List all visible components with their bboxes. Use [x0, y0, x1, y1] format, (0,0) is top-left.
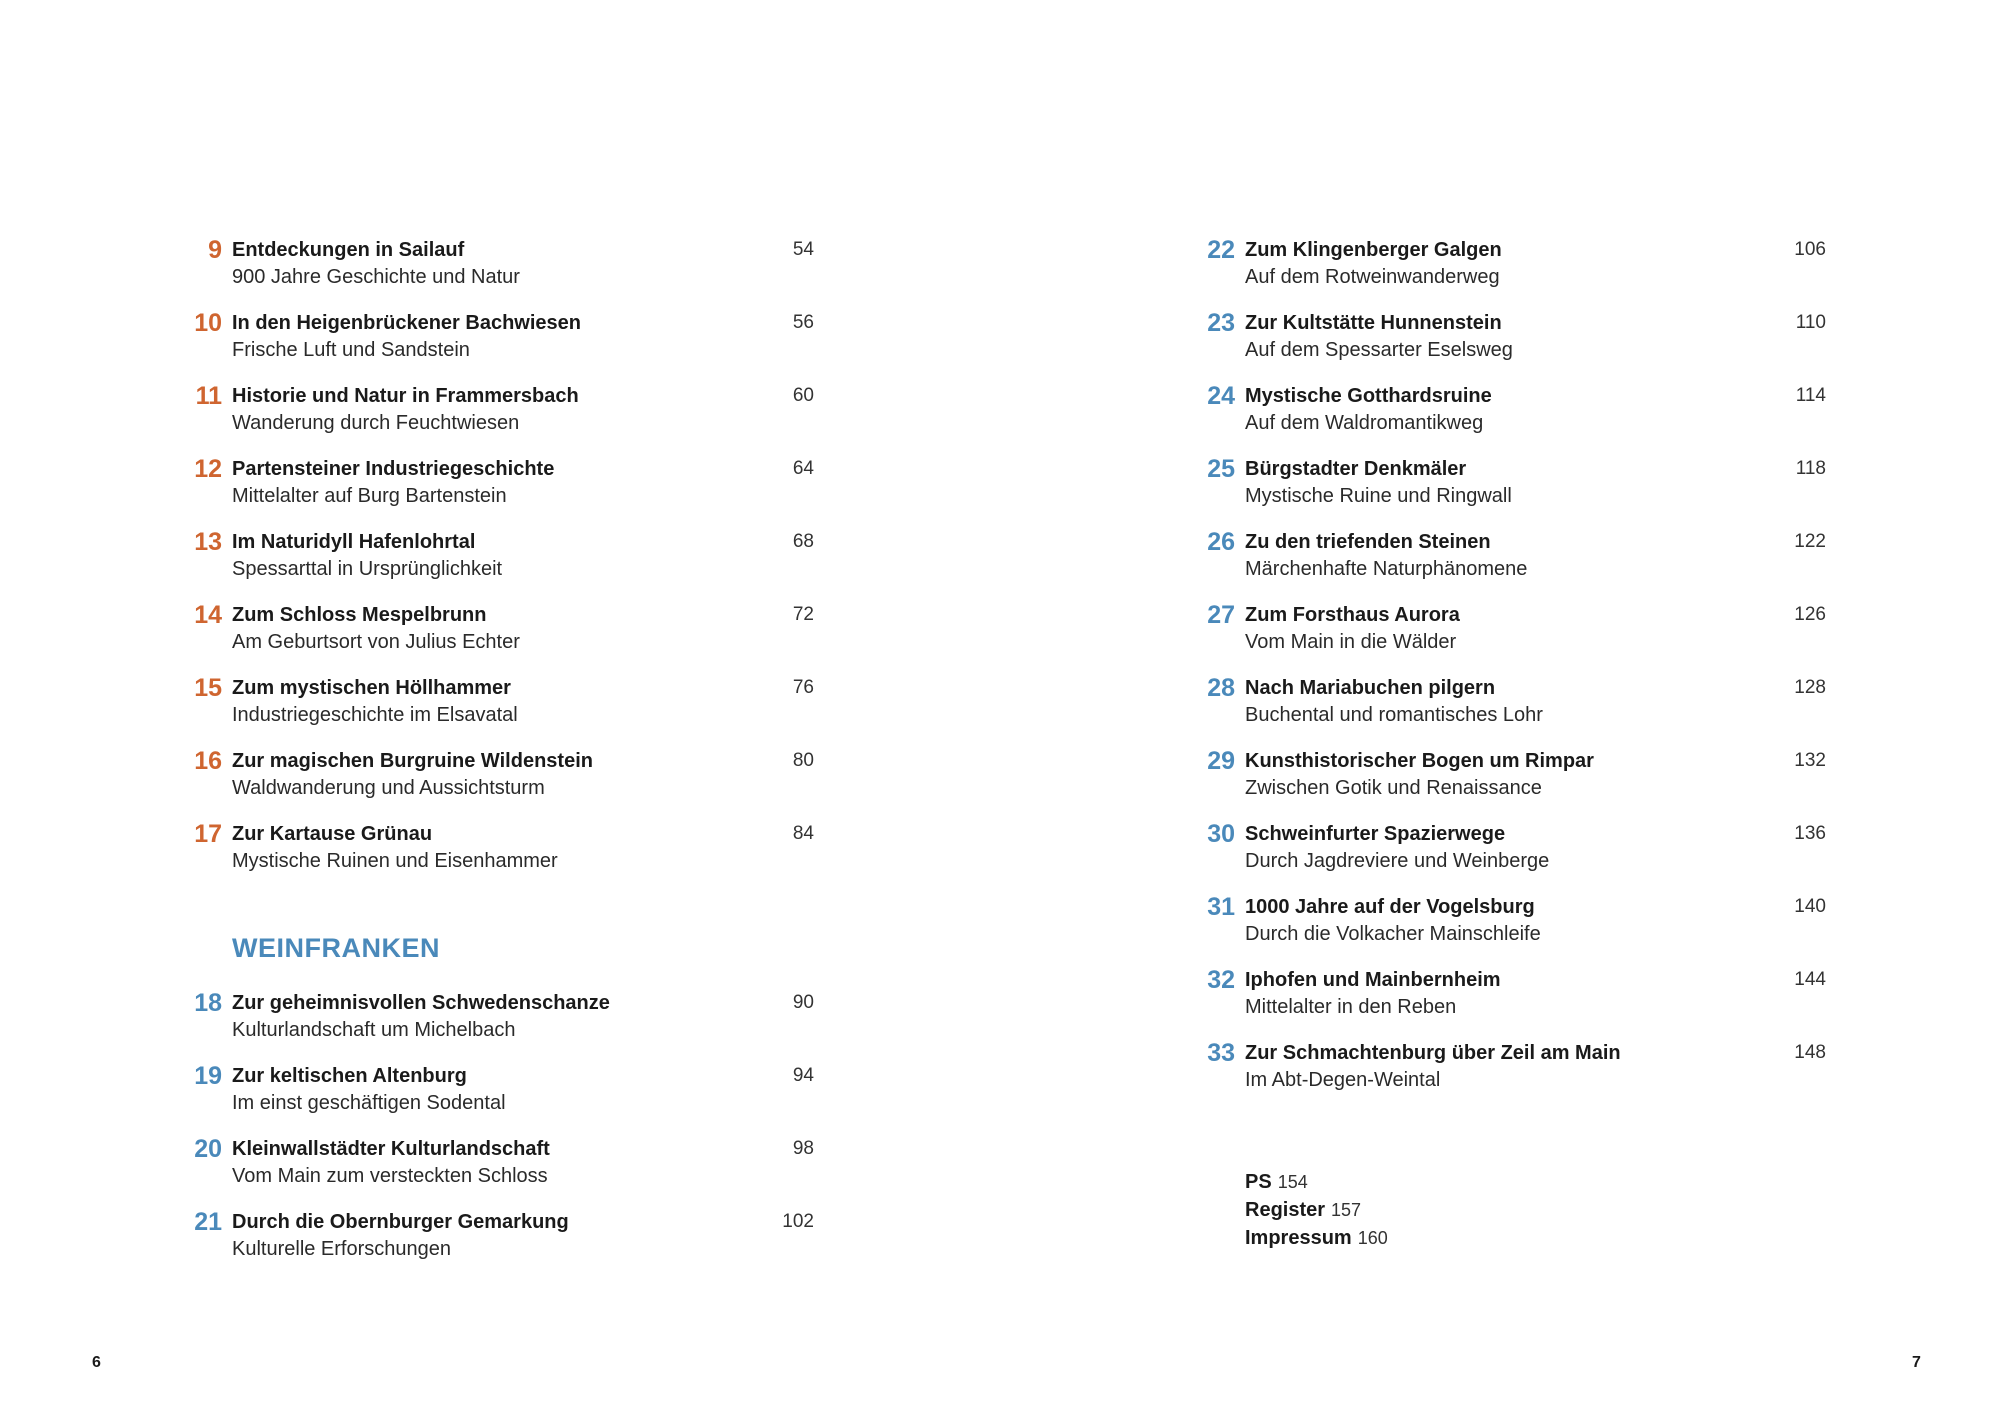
backmatter-page: 160 — [1357, 1228, 1388, 1248]
entry-number: 28 — [1207, 674, 1235, 702]
toc-right-column — [1203, 234, 1826, 1110]
toc-entry[interactable] — [1203, 599, 1826, 672]
toc-left-column — [190, 234, 814, 1279]
entry-title: Entdeckungen in Sailauf — [232, 239, 465, 261]
entry-title: In den Heigenbrückener Bachwiesen — [232, 312, 581, 334]
backmatter-page: 154 — [1277, 1172, 1308, 1192]
backmatter-item[interactable] — [1245, 1168, 1388, 1196]
entry-subtitle: Mittelalter in den Reben — [1245, 996, 1457, 1018]
entry-title: Zum Klingenberger Galgen — [1245, 239, 1502, 261]
toc-entry[interactable] — [190, 234, 814, 307]
entry-subtitle: Zwischen Gotik und Renaissance — [1245, 777, 1542, 799]
toc-entry[interactable] — [190, 1133, 814, 1206]
backmatter-label: Impressum — [1245, 1227, 1352, 1249]
entry-subtitle: Auf dem Waldromantikweg — [1245, 412, 1484, 434]
entry-title: Zur keltischen Altenburg — [232, 1065, 467, 1087]
entry-page: 68 — [792, 531, 814, 552]
toc-entry[interactable] — [190, 453, 814, 526]
toc-entry[interactable] — [1203, 526, 1826, 599]
entry-page: 80 — [792, 750, 814, 771]
entry-number: 15 — [194, 674, 222, 702]
backmatter-item[interactable] — [1245, 1224, 1388, 1252]
entry-title: Kunsthistorischer Bogen um Rimpar — [1245, 750, 1594, 772]
entry-number: 10 — [194, 309, 222, 337]
entry-number: 11 — [195, 382, 222, 410]
entry-number: 24 — [1207, 382, 1235, 410]
backmatter-page: 157 — [1331, 1200, 1362, 1220]
entry-title: Iphofen und Mainbernheim — [1245, 969, 1501, 991]
entry-page: 144 — [1794, 969, 1826, 990]
entry-page: 140 — [1794, 896, 1826, 917]
entry-title: Durch die Obernburger Gemarkung — [232, 1211, 569, 1233]
entry-title: 1000 Jahre auf der Vogelsburg — [1245, 896, 1535, 918]
entry-page: 110 — [1795, 312, 1826, 333]
entry-subtitle: Mittelalter auf Burg Bartenstein — [232, 485, 507, 507]
entry-title: Zum mystischen Höllhammer — [232, 677, 511, 699]
entry-number: 18 — [194, 989, 222, 1017]
toc-entry[interactable] — [190, 818, 814, 891]
toc-entry[interactable] — [190, 380, 814, 453]
entry-subtitle: Industriegeschichte im Elsavatal — [232, 704, 518, 726]
entry-subtitle: Kulturlandschaft um Michelbach — [232, 1019, 516, 1041]
toc-entry[interactable] — [1203, 818, 1826, 891]
toc-entry[interactable] — [1203, 672, 1826, 745]
entry-page: 118 — [1795, 458, 1826, 479]
entry-page: 76 — [792, 677, 814, 698]
entry-subtitle: Auf dem Rotweinwanderweg — [1245, 266, 1500, 288]
toc-entry[interactable] — [190, 987, 814, 1060]
entry-title: Historie und Natur in Frammersbach — [232, 385, 579, 407]
entry-title: Zur magischen Burgruine Wildenstein — [232, 750, 593, 772]
toc-entry[interactable] — [190, 672, 814, 745]
entry-page: 84 — [792, 823, 814, 844]
entry-subtitle: Durch die Volkacher Mainschleife — [1245, 923, 1541, 945]
entry-number: 30 — [1207, 820, 1235, 848]
entry-title: Nach Mariabuchen pilgern — [1245, 677, 1496, 699]
entry-page: 122 — [1794, 531, 1826, 552]
entry-title: Zur Schmachtenburg über Zeil am Main — [1245, 1042, 1621, 1064]
entry-title: Zum Schloss Mespelbrunn — [232, 604, 487, 626]
entry-title: Zur Kartause Grünau — [232, 823, 433, 845]
entry-number: 12 — [194, 455, 222, 483]
entry-number: 32 — [1207, 966, 1235, 994]
entry-title: Im Naturidyll Hafenlohrtal — [232, 531, 476, 553]
backmatter-label: Register — [1245, 1199, 1326, 1221]
entry-number: 27 — [1207, 601, 1235, 629]
entry-number: 31 — [1207, 893, 1235, 921]
entry-title: Bürgstadter Denkmäler — [1245, 458, 1467, 480]
entry-page: 114 — [1795, 385, 1826, 406]
entry-title: Zur geheimnisvollen Schwedenschanze — [232, 992, 610, 1014]
entry-subtitle: Mystische Ruine und Ringwall — [1245, 485, 1512, 507]
toc-entry[interactable] — [1203, 1037, 1826, 1110]
toc-entry[interactable] — [1203, 745, 1826, 818]
entry-subtitle: Wanderung durch Feuchtwiesen — [232, 412, 520, 434]
entry-page: 90 — [792, 992, 814, 1013]
toc-entry[interactable] — [1203, 891, 1826, 964]
backmatter-item[interactable] — [1245, 1196, 1388, 1224]
toc-entry[interactable] — [190, 599, 814, 672]
entry-page: 126 — [1794, 604, 1826, 625]
entry-page: 132 — [1794, 750, 1826, 771]
entry-subtitle: Mystische Ruinen und Eisenhammer — [232, 850, 558, 872]
entry-subtitle: Waldwanderung und Aussichtsturm — [232, 777, 545, 799]
entry-subtitle: Märchenhafte Naturphänomene — [1245, 558, 1528, 580]
section-heading: WEINFRANKEN — [232, 933, 440, 963]
entry-subtitle: Im einst geschäftigen Sodental — [232, 1092, 506, 1114]
entry-page: 72 — [792, 604, 814, 625]
entry-number: 29 — [1207, 747, 1235, 775]
entry-page: 128 — [1794, 677, 1826, 698]
entry-page: 106 — [1794, 239, 1826, 260]
entry-number: 19 — [194, 1062, 222, 1090]
entry-page: 102 — [782, 1211, 814, 1232]
entry-title: Mystische Gotthardsruine — [1245, 385, 1492, 407]
toc-entry[interactable] — [1203, 380, 1826, 453]
toc-entry[interactable] — [1203, 453, 1826, 526]
toc-entry[interactable] — [190, 526, 814, 599]
entry-subtitle: Vom Main zum versteckten Schloss — [232, 1165, 548, 1187]
entry-subtitle: Frische Luft und Sandstein — [232, 339, 470, 361]
entry-number: 17 — [194, 820, 222, 848]
entry-title: Zu den triefenden Steinen — [1245, 531, 1491, 553]
entry-subtitle: Spessarttal in Ursprünglichkeit — [232, 558, 503, 580]
entry-number: 23 — [1207, 309, 1235, 337]
section-block — [190, 891, 814, 979]
entry-subtitle: 900 Jahre Geschichte und Natur — [232, 266, 520, 288]
entry-page: 64 — [792, 458, 814, 479]
toc-entry[interactable] — [190, 745, 814, 818]
entry-title: Partensteiner Industriegeschichte — [232, 458, 555, 480]
entry-number: 22 — [1207, 236, 1235, 264]
toc-entry[interactable] — [190, 307, 814, 380]
entry-number: 14 — [194, 601, 222, 629]
entry-subtitle: Am Geburtsort von Julius Echter — [232, 631, 520, 653]
toc-entry[interactable] — [1203, 234, 1826, 307]
toc-entry[interactable] — [190, 1206, 814, 1279]
entry-subtitle: Durch Jagdreviere und Weinberge — [1245, 850, 1550, 872]
entry-number: 20 — [194, 1135, 222, 1163]
entry-number: 25 — [1207, 455, 1235, 483]
entry-number: 13 — [194, 528, 222, 556]
entry-subtitle: Vom Main in die Wälder — [1245, 631, 1457, 653]
entry-page: 60 — [792, 385, 814, 406]
toc-entry[interactable] — [190, 1060, 814, 1133]
entry-page: 56 — [792, 312, 814, 333]
entry-page: 98 — [792, 1138, 814, 1159]
entry-number: 26 — [1207, 528, 1235, 556]
entry-number: 21 — [194, 1208, 222, 1236]
entry-number: 33 — [1207, 1039, 1235, 1067]
entry-title: Zur Kultstätte Hunnenstein — [1245, 312, 1502, 334]
entry-subtitle: Buchental und romantisches Lohr — [1245, 704, 1543, 726]
page-number-left: 6 — [92, 1354, 101, 1371]
entry-title: Schweinfurter Spazierwege — [1245, 823, 1506, 845]
entry-page: 136 — [1794, 823, 1826, 844]
toc-entry[interactable] — [1203, 964, 1826, 1037]
entry-title: Kleinwallstädter Kulturlandschaft — [232, 1138, 550, 1160]
entry-number: 9 — [208, 236, 222, 264]
entry-page: 54 — [792, 239, 814, 260]
entry-page: 148 — [1794, 1042, 1826, 1063]
backmatter-label: PS — [1245, 1171, 1272, 1193]
entry-subtitle: Im Abt-Degen-Weintal — [1245, 1069, 1441, 1091]
entry-subtitle: Auf dem Spessarter Eselsweg — [1245, 339, 1513, 361]
entry-page: 94 — [792, 1065, 814, 1086]
toc-entry[interactable] — [1203, 307, 1826, 380]
page-number-right: 7 — [1912, 1354, 1921, 1371]
entry-title: Zum Forsthaus Aurora — [1245, 604, 1460, 626]
entry-number: 16 — [194, 747, 222, 775]
backmatter-list — [1245, 1168, 1388, 1252]
entry-subtitle: Kulturelle Erforschungen — [232, 1238, 452, 1260]
